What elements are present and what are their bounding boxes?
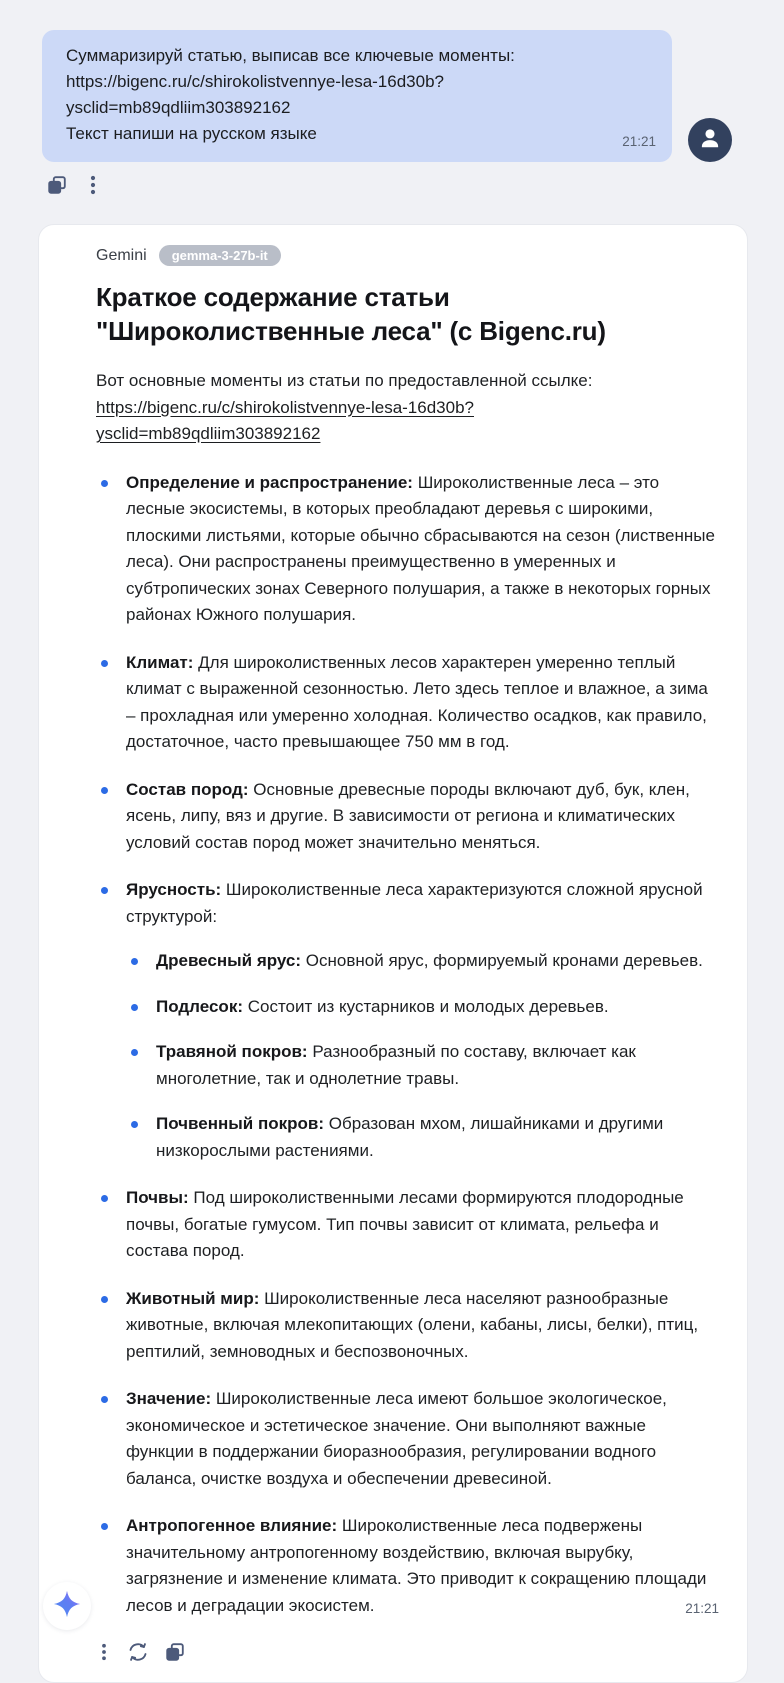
user-message-bubble	[42, 30, 672, 162]
point-label: Климат:	[126, 652, 199, 672]
kebab-menu-icon	[96, 1641, 112, 1666]
point-label: Определение и распространение:	[126, 472, 418, 492]
point-label: Подлесок:	[156, 996, 248, 1016]
point-label: Древесный ярус:	[156, 951, 306, 970]
assistant-message-card	[38, 224, 748, 1683]
point-label: Значение:	[126, 1389, 216, 1408]
regenerate-icon	[127, 1641, 149, 1666]
regenerate-button[interactable]	[127, 1641, 149, 1666]
sub-point-item	[126, 1111, 717, 1164]
point-label: Травяной покров:	[156, 1042, 313, 1061]
key-point-item	[96, 1513, 717, 1619]
key-point-item	[96, 1185, 717, 1265]
gemini-sparkle-icon	[52, 1589, 82, 1624]
assistant-header	[96, 245, 717, 266]
article-link-line: https://bigenc.ru/c/shirokolistvennye-lesa-16d30b?	[96, 397, 474, 417]
user-message-actions	[46, 174, 784, 198]
point-text: Широколиственные леса подвержены значительному антропогенному воздействию, включая вырубку, загрязнение и изменение климата. Это приводит к сокращению площади лесов и деградации экосистем.	[126, 1516, 707, 1615]
point-label: Состав пород:	[126, 779, 254, 799]
user-message-row	[0, 0, 784, 162]
person-icon	[697, 125, 723, 156]
key-points-list	[96, 470, 717, 1620]
sub-point-item	[126, 948, 717, 975]
response-intro	[96, 368, 717, 448]
point-label: Антропогенное влияние:	[126, 1516, 342, 1535]
kebab-menu-icon	[84, 174, 102, 199]
provider-name: Gemini	[96, 246, 147, 264]
article-link[interactable]	[96, 395, 717, 448]
more-options-button[interactable]	[84, 174, 102, 199]
sub-point-item	[126, 1039, 717, 1092]
copy-button[interactable]	[164, 1641, 186, 1666]
point-text: Основные древесные породы включают дуб, бук, клен, ясень, липу, вяз и другие. В зависимости от региона и климатических условий состав пород может значительно меняться.	[126, 779, 690, 852]
copy-button[interactable]	[46, 174, 68, 199]
key-point-item	[96, 1286, 717, 1366]
key-point-item	[96, 1386, 717, 1492]
intro-text: Вот основные моменты из статьи по предоставленной ссылке:	[96, 371, 593, 390]
user-message-time: 21:21	[622, 134, 656, 149]
point-text: Широколиственные леса населяют разнообразные животные, включая млекопитающих (олени, кабаны, лисы, белки), птиц, рептилий, земноводных и беспозвоночных.	[126, 1288, 699, 1361]
key-point-item	[96, 650, 717, 756]
response-title: Краткое содержание статьи "Широколиственные леса" (с Bigenc.ru)	[96, 282, 606, 346]
point-text: Под широколиственными лесами формируются плодородные почвы, богатые гумусом. Тип почвы зависит от климата, рельефа и состава пород.	[126, 1188, 684, 1260]
point-text: Широколиственные леса – это лесные экосистемы, в которых преобладают деревья с широкими, плоскими листьями, которые обычно сбрасываются на сезон (лиственные леса). Они распространены преимущественно в умеренных и субтропических зонах Северного полушария, а также в некоторых горных районах Южного полушария.	[126, 472, 715, 624]
key-point-item	[96, 777, 717, 857]
article-link-line: ysclid=mb89qdliim303892162	[96, 424, 321, 443]
point-text: Состоит из кустарников и молодых деревьев.	[247, 996, 609, 1016]
point-label: Почвы:	[126, 1188, 194, 1207]
user-message-line: Суммаризируй статью, выписав все ключевые моменты:	[66, 46, 515, 65]
point-text: Широколиственные леса имеют большое экологическое, экономическое и эстетическое значение. Они выполняют важные функции в поддержании биоразнообразия, регулировании водного баланса, очистке воздуха и обеспечении древесиной.	[126, 1389, 667, 1488]
point-text: Образован мхом, лишайниками и другими низкорослыми растениями.	[156, 1114, 664, 1160]
key-point-item	[96, 470, 717, 629]
user-message-line: https://bigenc.ru/c/shirokolistvennye-lesa-16d30b?	[66, 72, 444, 91]
assistant-message-time: 21:21	[685, 1601, 719, 1616]
sub-points-list	[126, 948, 717, 1164]
model-badge: gemma-3-27b-it	[159, 245, 281, 266]
more-options-button[interactable]	[96, 1641, 112, 1666]
user-message-line: ysclid=mb89qdliim303892162	[66, 98, 291, 117]
point-label: Почвенный покров:	[156, 1114, 329, 1133]
assistant-message-actions	[96, 1640, 717, 1666]
key-point-item	[96, 877, 717, 1164]
point-label: Ярусность:	[126, 880, 226, 899]
point-text: Для широколиственных лесов характерен умеренно теплый климат с выраженной сезонностью. Лето здесь теплое и влажное, а зима – прохладная или умеренно холодная. Количество осадков, как правило, достаточное, часто превышающее 750 мм в год.	[126, 652, 708, 751]
point-label: Животный мир:	[126, 1288, 265, 1308]
point-text: Широколиственные леса характеризуются сложной ярусной структурой:	[126, 880, 703, 926]
sub-point-item	[126, 994, 717, 1021]
copy-icon	[46, 174, 68, 199]
point-text: Разнообразный по составу, включает как многолетние, так и однолетние травы.	[156, 1042, 636, 1088]
user-message-line: Текст напиши на русском языке	[66, 124, 317, 143]
user-avatar	[688, 118, 732, 162]
point-text: Основной ярус, формируемый кронами деревьев.	[305, 951, 703, 970]
assistant-avatar	[43, 1582, 91, 1630]
copy-icon	[164, 1641, 186, 1666]
